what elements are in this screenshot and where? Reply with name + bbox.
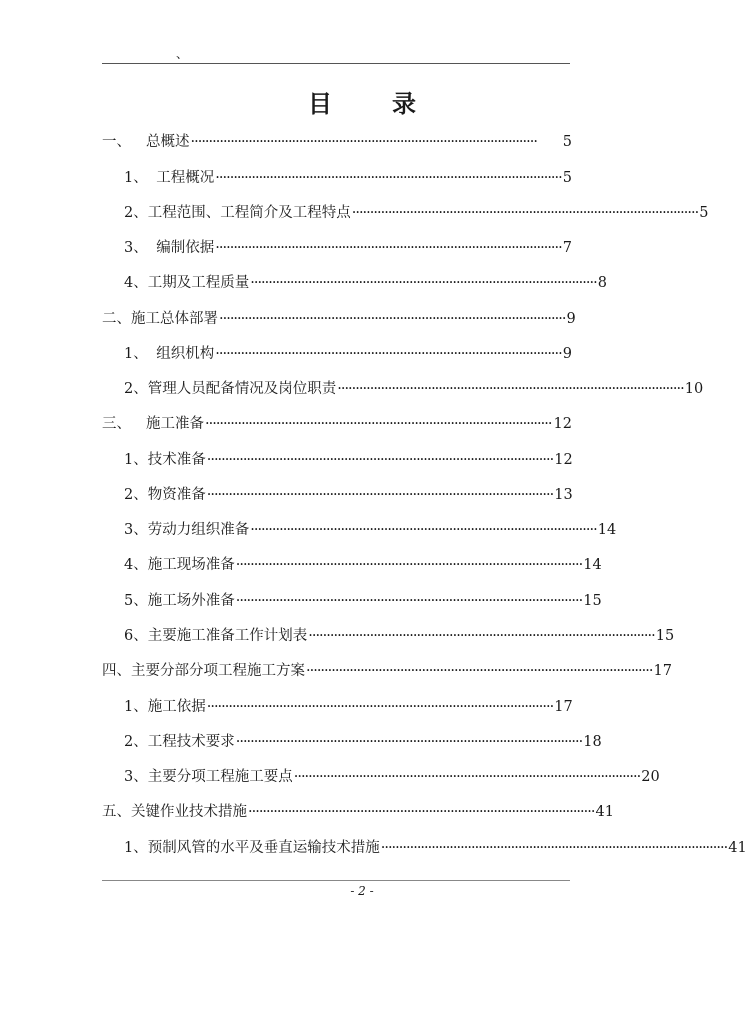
- dot-leader: ································································································: [235, 557, 583, 573]
- header-mark: 、: [176, 47, 189, 61]
- toc-number: 1、: [124, 346, 148, 362]
- toc-title: 主要施工准备工作计划表: [147, 628, 308, 644]
- dot-leader: ································································································: [250, 275, 597, 291]
- toc-entry[interactable]: [124, 732, 602, 752]
- toc-title: 总概述: [146, 134, 190, 150]
- toc-entry[interactable]: [124, 168, 572, 188]
- toc-title: 劳动力组织准备: [147, 522, 250, 538]
- toc-number: 五、: [102, 804, 131, 820]
- toc-page: 15: [655, 628, 675, 644]
- toc-number: 2、: [124, 487, 148, 503]
- toc-entry[interactable]: [124, 697, 572, 717]
- toc-page: 14: [597, 522, 617, 538]
- toc-entry[interactable]: [124, 379, 704, 399]
- toc-number: 2、: [124, 734, 148, 750]
- toc-entry[interactable]: [124, 555, 602, 575]
- toc-page: 14: [583, 557, 602, 573]
- dot-leader: ································································································: [248, 804, 595, 820]
- toc-page: 13: [554, 487, 573, 503]
- dot-leader: ································································································: [205, 416, 552, 432]
- toc-number: 6、: [124, 628, 148, 644]
- toc-entry[interactable]: [124, 203, 709, 223]
- toc-entry[interactable]: [124, 273, 607, 293]
- toc-page: 12: [553, 416, 572, 432]
- toc-title: 组织机构: [156, 346, 215, 362]
- toc-entry[interactable]: [124, 838, 747, 858]
- toc-title: 关键作业技术措施: [131, 804, 247, 820]
- toc-entry[interactable]: [102, 414, 572, 434]
- toc-entry[interactable]: [102, 661, 672, 681]
- toc-number: 1、: [124, 170, 148, 186]
- toc-number: 3、: [124, 769, 148, 785]
- toc-title: 施工准备: [146, 416, 204, 432]
- toc-number: 二、: [102, 311, 131, 327]
- toc-entry[interactable]: [124, 767, 660, 787]
- toc-entry[interactable]: [124, 485, 572, 505]
- toc-page: 5: [562, 134, 572, 150]
- toc-entry[interactable]: [102, 802, 614, 822]
- toc-page: 17: [554, 699, 573, 715]
- toc-title: 施工场外准备: [147, 593, 235, 609]
- toc-page: 41: [728, 840, 747, 856]
- footer-rule: [102, 880, 570, 881]
- toc-page: 17: [653, 663, 672, 679]
- dot-leader: ································································································: [206, 699, 554, 715]
- dot-leader: ································································································: [308, 628, 655, 644]
- toc-entry[interactable]: [124, 344, 572, 364]
- toc-number: 3、: [124, 522, 148, 538]
- toc-number: 1、: [124, 452, 148, 468]
- toc-page: 10: [684, 381, 704, 397]
- dot-leader: ································································································: [215, 240, 562, 256]
- toc-number: 四、: [102, 663, 131, 679]
- dot-leader: ································································································: [215, 346, 562, 362]
- header-rule: [102, 63, 570, 64]
- toc-title: 工程概况: [156, 170, 215, 186]
- toc-number: 1、: [124, 699, 148, 715]
- toc-page: 41: [595, 804, 614, 820]
- dot-leader: ································································································: [206, 452, 554, 468]
- toc-number: 3、: [124, 240, 148, 256]
- page-title: 目录: [308, 90, 476, 118]
- toc-title: 施工依据: [147, 699, 206, 715]
- toc-entry[interactable]: [124, 450, 572, 470]
- toc-entry[interactable]: [124, 626, 675, 646]
- toc-entry[interactable]: [102, 309, 576, 329]
- dot-leader: ································································································: [215, 170, 562, 186]
- toc-title: 施工总体部署: [131, 311, 218, 327]
- toc-page: 8: [597, 275, 607, 291]
- toc-entry[interactable]: [102, 132, 572, 152]
- toc-page: 5: [562, 170, 572, 186]
- toc-number: 5、: [124, 593, 148, 609]
- toc-page: 5: [699, 205, 709, 221]
- toc-page: 9: [566, 311, 576, 327]
- toc-title: 管理人员配备情况及岗位职责: [147, 381, 337, 397]
- toc-number: 4、: [124, 275, 148, 291]
- toc-entry[interactable]: [124, 238, 572, 258]
- toc-page: 7: [562, 240, 572, 256]
- toc-number: 4、: [124, 557, 148, 573]
- toc-title: 主要分部分项工程施工方案: [131, 663, 305, 679]
- toc-page: 18: [583, 734, 602, 750]
- toc-title: 工期及工程质量: [147, 275, 250, 291]
- toc-title: 工程范围、工程简介及工程特点: [147, 205, 351, 221]
- toc-title: 编制依据: [156, 240, 215, 256]
- dot-leader: ································································································: [206, 487, 554, 503]
- dot-leader: ································································································: [306, 663, 653, 679]
- toc-number: 三、: [102, 416, 131, 432]
- dot-leader: ································································································: [235, 734, 583, 750]
- toc-number: 2、: [124, 381, 148, 397]
- toc-page: 9: [562, 346, 572, 362]
- dot-leader: ································································································: [293, 769, 641, 785]
- toc-number: 2、: [124, 205, 148, 221]
- toc-title: 施工现场准备: [147, 557, 235, 573]
- dot-leader: ································································································: [351, 205, 699, 221]
- toc-number: 一、: [102, 134, 131, 150]
- toc-entry[interactable]: [124, 520, 617, 540]
- toc-page: 20: [641, 769, 660, 785]
- toc-title: 物资准备: [147, 487, 206, 503]
- dot-leader: ································································································: [250, 522, 597, 538]
- footer-page-number: - 2 -: [350, 884, 374, 898]
- dot-leader: ································································································: [219, 311, 566, 327]
- toc-page: 12: [554, 452, 573, 468]
- toc-title: 工程技术要求: [147, 734, 235, 750]
- toc-title: 主要分项工程施工要点: [147, 769, 293, 785]
- toc-entry[interactable]: [124, 591, 602, 611]
- dot-leader: ································································································: [190, 134, 537, 150]
- dot-leader: ································································································: [380, 840, 728, 856]
- toc-title: 预制风管的水平及垂直运输技术措施: [147, 840, 380, 856]
- toc-title: 技术准备: [147, 452, 206, 468]
- toc-page: 15: [583, 593, 602, 609]
- dot-leader: ································································································: [337, 381, 684, 397]
- dot-leader: ································································································: [235, 593, 583, 609]
- toc-number: 1、: [124, 840, 148, 856]
